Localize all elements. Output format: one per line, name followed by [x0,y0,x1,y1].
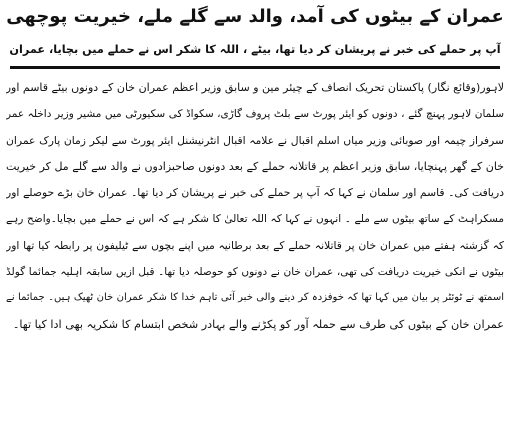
body-line: خان کے گھر پہنچایا، سابق وزیر اعظم پر قاتلانہ حملے کے بعد دونوں صاحبزادوں نے والد سے گلے مل کر خیریت [6,159,504,173]
body-line: اسمتھ نے ٹوئٹر پر بیان میں کہا تھا کہ خوفزدہ کر دینے والی خبر آئی تاہم خدا کا شکر عمران خان ٹھیک ہیں۔ جمائما نے [6,292,504,304]
body-line: کہ گزشتہ ہفتے میں عمران خان پر قاتلانہ حملے کے بعد برطانیہ میں اپنے بچوں سے ٹیلیفون پر رابطہ کیا تھا اور [6,238,504,252]
body-line: سلمان لاہور پہنچ گئے ، دونوں کو ایئر پورٹ سے بلٹ پروف گاڑی، سکواڈ کی سکیورٹی میں مشیر وزیر داخلہ عمر [6,108,504,121]
subheadline: آپ پر حملے کی خبر نے پریشان کر دیا تھا، بیٹے ، اللہ کا شکر اس نے حملے میں بچایا، عمران [9,43,501,56]
body-line: عمران خان کے بیٹوں کی طرف سے حملہ آور کو پکڑنے والے بہادر شخص ابتسام کا شکریہ بھی ادا کیا تھا۔ [12,317,504,331]
body-line: مسکراہٹ کے ساتھ بیٹوں سے ملے ۔ انہوں نے کہا کہ اللہ تعالیٰ کا شکر ہے کہ اس نے حملے میں بچایا۔واضح رہے [6,213,504,226]
divider [10,66,500,69]
body-line: دریافت کی۔ قاسم اور سلمان نے کہا کہ آپ پر حملے کی خبر نے پریشان کر دیا تھا۔ عمران خان بڑے حوصلے اور [6,186,504,200]
article-body [6,75,504,338]
headline: عمران کے بیٹوں کی آمد، والد سے گلے ملے، خیریت پوچھی [6,6,504,27]
body-line: لاہور(وقائع نگار) پاکستان تحریک انصاف کے چیئر مین و سابق وزیر اعظم عمران خان کے دونوں بیٹے قاسم اور [6,81,504,94]
body-line: بیٹوں نے انکی خیریت دریافت کی تھی، عمران خان نے دونوں کو حوصلہ دیا تھا۔ قبل ازیں سابقہ اہلیہ جمائما گولڈ [6,266,504,279]
body-line: سرفراز چیمہ اور صوبائی وزیر میاں اسلم اقبال نے علامہ اقبال انٹرنیشنل ایئر پورٹ سے لیکر زمان پارک عمران [6,133,504,147]
